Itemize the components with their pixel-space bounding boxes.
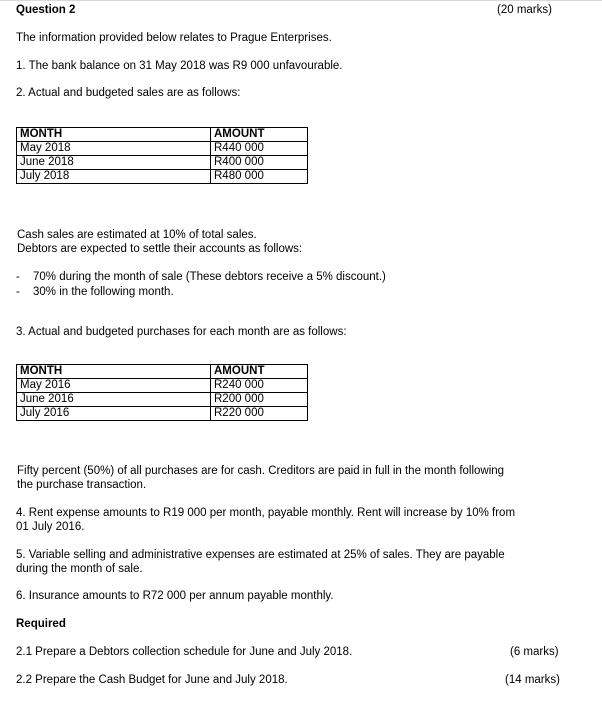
item-2-text: 2. Actual and budgeted sales are as follows:: [16, 87, 241, 99]
purchases-table: [16, 364, 308, 421]
question-title: Question 2: [16, 4, 76, 16]
bullet-dash: -: [16, 271, 20, 283]
table-row: [17, 407, 308, 421]
header-amount: AMOUNT: [211, 128, 308, 142]
month-cell: May 2016: [17, 379, 211, 393]
item-4-line-1: 4. Rent expense amounts to R19 000 per month, payable monthly. Rent will increase by 10% from: [16, 507, 516, 519]
item-3-text: 3. Actual and budgeted purchases for each month are as follows:: [16, 326, 347, 338]
cash-sales-text: Cash sales are estimated at 10% of total sales.: [17, 229, 257, 241]
table-row: [17, 379, 308, 393]
item-1-text: 1. The bank balance on 31 May 2018 was R9 000 unfavourable.: [16, 60, 343, 72]
header-month: MONTH: [17, 365, 211, 379]
month-cell: June 2018: [17, 156, 211, 170]
item-5-line-2: during the month of sale.: [16, 563, 143, 575]
table-row: [17, 170, 308, 184]
task-2-1-marks: (6 marks): [510, 646, 559, 658]
month-cell: July 2018: [17, 170, 211, 184]
debtor-bullet-1: 70% during the month of sale (These debtors receive a 5% discount.): [33, 271, 386, 283]
required-heading: Required: [16, 618, 66, 630]
question-marks: (20 marks): [497, 4, 552, 16]
task-2-1-text: 2.1 Prepare a Debtors collection schedule for June and July 2018.: [16, 646, 353, 658]
amount-cell: R200 000: [211, 393, 308, 407]
purchases-note-line-2: the purchase transaction.: [17, 479, 147, 491]
bullet-dash: -: [16, 286, 20, 298]
amount-cell: R440 000: [211, 142, 308, 156]
sales-table: [16, 127, 308, 184]
table-row: [17, 142, 308, 156]
header-amount: AMOUNT: [211, 365, 308, 379]
header-month: MONTH: [17, 128, 211, 142]
item-6-text: 6. Insurance amounts to R72 000 per annum payable monthly.: [16, 590, 334, 602]
month-cell: May 2018: [17, 142, 211, 156]
debtor-bullet-2: 30% in the following month.: [33, 286, 174, 298]
table-row: [17, 393, 308, 407]
task-2-2-marks: (14 marks): [505, 674, 560, 686]
debtors-intro-text: Debtors are expected to settle their accounts as follows:: [17, 243, 303, 255]
item-4-line-2: 01 July 2016.: [16, 521, 85, 533]
item-5-line-1: 5. Variable selling and administrative expenses are estimated at 25% of sales. They are payable: [16, 549, 505, 561]
table-row: [17, 156, 308, 170]
month-cell: June 2016: [17, 393, 211, 407]
purchases-note-line-1: Fifty percent (50%) of all purchases are for cash. Creditors are paid in full in the month following: [17, 465, 505, 477]
month-cell: July 2016: [17, 407, 211, 421]
amount-cell: R240 000: [211, 379, 308, 393]
intro-text: The information provided below relates to Prague Enterprises.: [16, 32, 332, 44]
amount-cell: R400 000: [211, 156, 308, 170]
amount-cell: R220 000: [211, 407, 308, 421]
amount-cell: R480 000: [211, 170, 308, 184]
table-header-row: [17, 128, 308, 142]
task-2-2-text: 2.2 Prepare the Cash Budget for June and July 2018.: [16, 674, 288, 686]
table-header-row: [17, 365, 308, 379]
top-border: [0, 0, 602, 1]
